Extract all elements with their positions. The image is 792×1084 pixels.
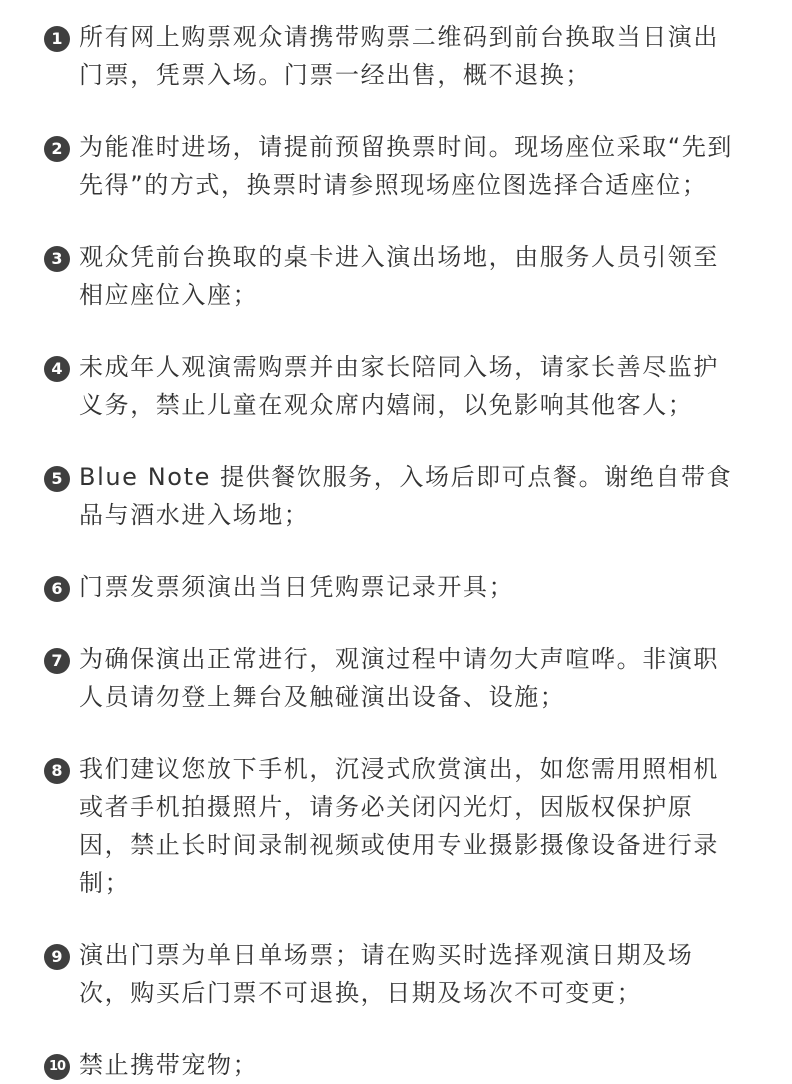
notice-text: 未成年人观演需购票并由家长陪同入场，请家长善尽监护义务，禁止儿童在观众席内嬉闹，以免影响其他客人；: [79, 353, 719, 419]
number-badge: 9: [44, 944, 70, 970]
notice-item-8: [44, 750, 744, 902]
notice-text: Blue Note 提供餐饮服务，入场后即可点餐。谢绝自带食品与酒水进入场地；: [79, 463, 733, 529]
notice-item-5: [44, 458, 744, 534]
notice-item-7: [44, 640, 744, 716]
number-badge: 1: [44, 26, 70, 52]
number-badge: 2: [44, 136, 70, 162]
number-badge: 5: [44, 466, 70, 492]
number-badge: 6: [44, 576, 70, 602]
notice-item-3: [44, 238, 744, 314]
number-badge: 4: [44, 356, 70, 382]
notice-text: 禁止携带宠物；: [79, 1051, 259, 1079]
notice-item-1: [44, 18, 744, 94]
number-badge: 7: [44, 648, 70, 674]
number-badge: 3: [44, 246, 70, 272]
notice-text: 演出门票为单日单场票；请在购买时选择观演日期及场次，购买后门票不可退换，日期及场次不可变更；: [79, 941, 694, 1007]
notice-item-4: [44, 348, 744, 424]
notice-list: [44, 18, 744, 1084]
notice-item-10: [44, 1046, 744, 1084]
notice-text: 观众凭前台换取的桌卡进入演出场地，由服务人员引领至相应座位入座；: [79, 243, 719, 309]
notice-item-9: [44, 936, 744, 1012]
notice-text: 我们建议您放下手机，沉浸式欣赏演出，如您需用照相机或者手机拍摄照片，请务必关闭闪光灯，因版权保护原因，禁止长时间录制视频或使用专业摄影摄像设备进行录制；: [79, 755, 719, 897]
notice-item-2: [44, 128, 744, 204]
notice-item-6: [44, 568, 744, 606]
notice-text: 为确保演出正常进行，观演过程中请勿大声喧哗。非演职人员请勿登上舞台及触碰演出设备、设施；: [79, 645, 719, 711]
notice-text: 所有网上购票观众请携带购票二维码到前台换取当日演出门票，凭票入场。门票一经出售，概不退换；: [79, 23, 719, 89]
number-badge: 8: [44, 758, 70, 784]
notice-text: 门票发票须演出当日凭购票记录开具；: [79, 573, 515, 601]
notice-text: 为能准时进场，请提前预留换票时间。现场座位采取“先到先得”的方式，换票时请参照现场座位图选择合适座位；: [79, 133, 734, 199]
number-badge: 10: [44, 1054, 70, 1080]
